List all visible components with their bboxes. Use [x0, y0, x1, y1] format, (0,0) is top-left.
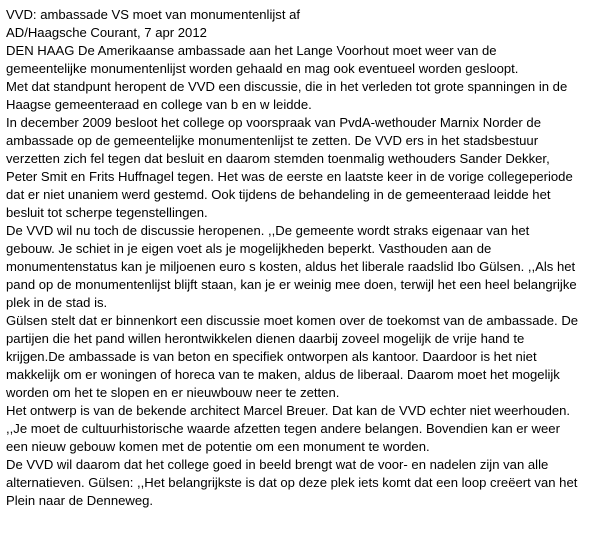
text-line: dat er niet unaniem werd gestemd. Ook tijdens de behandeling in de gemeenteraad leidde het [6, 187, 551, 202]
text-line: krijgen.De ambassade is van beton en specifiek ontworpen als kantoor. Daardoor is het niet [6, 349, 537, 364]
text-line: Haagse gemeenteraad en college van b en w leidde. [6, 97, 312, 112]
text-line: De VVD wil daarom dat het college goed in beeld brengt wat de voor- en nadelen zijn van alle [6, 457, 549, 472]
article-text [6, 6, 596, 510]
text-line: gemeentelijke monumentenlijst worden gehaald en mag ook eventueel worden gesloopt. [6, 61, 519, 76]
text-line: Met dat standpunt heropent de VVD een discussie, die in het verleden tot grote spanningen in de [6, 79, 568, 94]
text-line: worden om het te slopen en er nieuwbouw neer te zetten. [6, 385, 340, 400]
text-line: Plein naar de Denneweg. [6, 493, 154, 508]
paragraph [6, 402, 596, 456]
text-line: makkelijk om er woningen of horeca van te maken, aldus de liberaal. Daarom moet het mogelijk [6, 367, 560, 382]
text-line: partijen die het pand willen herontwikkelen dienen daarbij zoveel mogelijk de vrije hand te [6, 331, 525, 346]
paragraph [6, 114, 596, 222]
text-line: monumentenstatus kan je miljoenen euro s kosten, aldus het liberale raadslid Ibo Gülsen. ,,Als het [6, 259, 576, 274]
text-line: ,,Je moet de cultuurhistorische waarde afzetten tegen andere belangen. Bovendien kan er weer [6, 421, 560, 436]
text-line: besluit tot scherpe tegenstellingen. [6, 205, 208, 220]
article-source: AD/Haagsche Courant, 7 apr 2012 [6, 25, 207, 40]
text-line: Gülsen stelt dat er binnenkort een discussie moet komen over de toekomst van de ambassade. De [6, 313, 579, 328]
article-title: VVD: ambassade VS moet van monumentenlijst af [6, 7, 301, 22]
text-line: ambassade op de gemeentelijke monumentenlijst te zetten. De VVD ers in het stadsbestuur [6, 133, 539, 148]
text-line: De VVD wil nu toch de discussie heropenen. ,,De gemeente wordt straks eigenaar van het [6, 223, 530, 238]
text-line: Het ontwerp is van de bekende architect Marcel Breuer. Dat kan de VVD echter niet weerhouden. [6, 403, 571, 418]
text-line: gebouw. Je schiet in je eigen voet als je mogelijkheden beperkt. Vasthouden aan de [6, 241, 492, 256]
text-line: DEN HAAG De Amerikaanse ambassade aan het Lange Voorhout moet weer van de [6, 43, 497, 58]
paragraph [6, 312, 596, 402]
text-line: plek in de stad is. [6, 295, 108, 310]
paragraph [6, 42, 596, 78]
text-line: verzetten zich fel tegen dat besluit en daarom stemden toenmalig wethouders Sander Dekker, [6, 151, 550, 166]
text-line: een nieuw gebouw komen met de potentie om een monument te worden. [6, 439, 430, 454]
text-line: pand op de monumentenlijst blijft staan, kan je er weinig mee doen, terwijl het een heel belangrijke [6, 277, 577, 292]
text-line: Peter Smit en Frits Huffnagel tegen. Het was de eerste en laatste keer in de vorige collegeperiode [6, 169, 573, 184]
text-line: In december 2009 besloot het college op voorspraak van PvdA-wethouder Marnix Norder de [6, 115, 541, 130]
paragraph [6, 78, 596, 114]
paragraph [6, 222, 596, 312]
text-line: alternatieven. Gülsen: ,,Het belangrijkste is dat op deze plek iets komt dat een loop creëert van het [6, 475, 578, 490]
paragraph [6, 456, 596, 510]
